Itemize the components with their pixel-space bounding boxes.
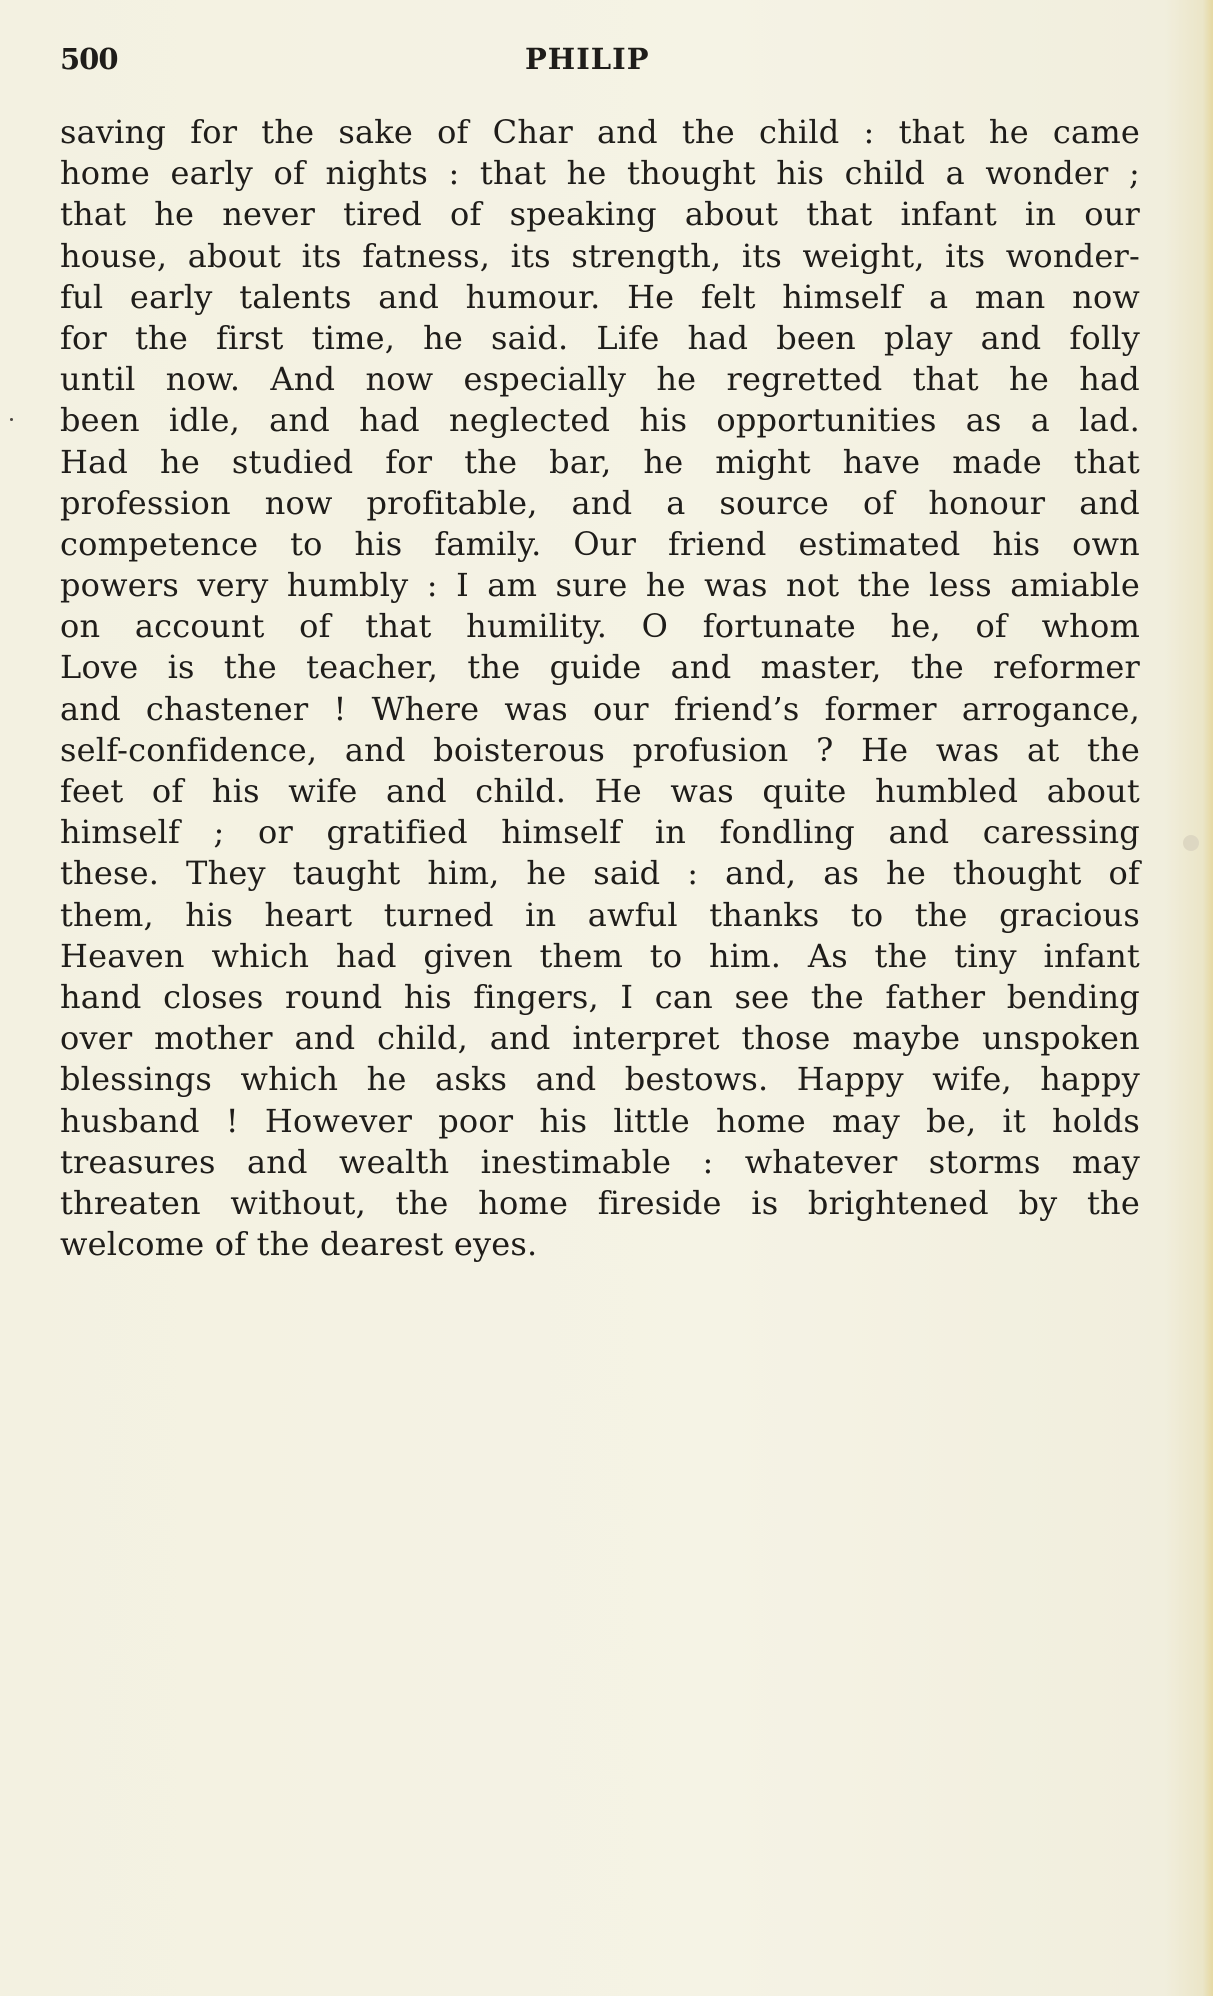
text-line: saving for the sake of Char and the child : that he came [60,113,1140,151]
text-line: competence to his family. Our friend estimated his own [60,524,1140,563]
text-line: them, his heart turned in awful thanks to the gracious [60,895,1140,934]
text-line: self-confidence, and boisterous profusion ? He was at the [60,730,1140,769]
text-line: that he never tired of speaking about that infant in our [60,195,1140,234]
page-number: 500 [60,42,118,76]
text-line: these. They taught him, he said : and, as he thought of [60,854,1140,893]
text-line: hand closes round his fingers, I can see the father bending [60,977,1140,1016]
text-line: treasures and wealth inestimable : whatever storms may [60,1142,1140,1181]
margin-speck [10,418,13,421]
page-edge-shading [1203,0,1213,1996]
text-line: for the first time, he said. Life had been play and folly [60,318,1140,357]
text-line: Love is the teacher, the guide and master, the reformer [60,648,1140,687]
text-line: home early of nights : that he thought his child a wonder ; [60,154,1140,193]
text-line: on account of that humility. O fortunate he, of whom [60,607,1140,646]
text-line: himself ; or gratified himself in fondling and caressing [60,813,1140,852]
text-line: welcome of the dearest eyes. [60,1225,538,1264]
text-line: powers very humbly : I am sure he was not the less amiable [60,566,1140,605]
text-line: house, about its fatness, its strength, its weight, its wonder- [60,236,1140,275]
text-line: profession now profitable, and a source of honour and [60,483,1140,522]
text-line: threaten without, the home fireside is brightened by the [60,1183,1140,1222]
running-head [60,42,1140,82]
page-smudge [1183,835,1199,851]
text-line: been idle, and had neglected his opportunities as a lad. [60,401,1140,440]
text-line: and chastener ! Where was our friend’s former arrogance, [60,689,1140,728]
text-line: husband ! However poor his little home may be, it holds [60,1101,1140,1140]
running-title: PHILIP [525,42,650,76]
text-line: over mother and child, and interpret those maybe unspoken [60,1019,1140,1058]
text-line: until now. And now especially he regretted that he had [60,360,1140,399]
text-line: Had he studied for the bar, he might have made that [60,442,1140,481]
text-line: ful early talents and humour. He felt himself a man now [60,277,1140,316]
text-line: Heaven which had given them to him. As the tiny infant [60,936,1140,975]
text-line: feet of his wife and child. He was quite humbled about [60,772,1140,810]
body-text [60,112,1140,1265]
text-line: blessings which he asks and bestows. Happy wife, happy [60,1060,1140,1099]
